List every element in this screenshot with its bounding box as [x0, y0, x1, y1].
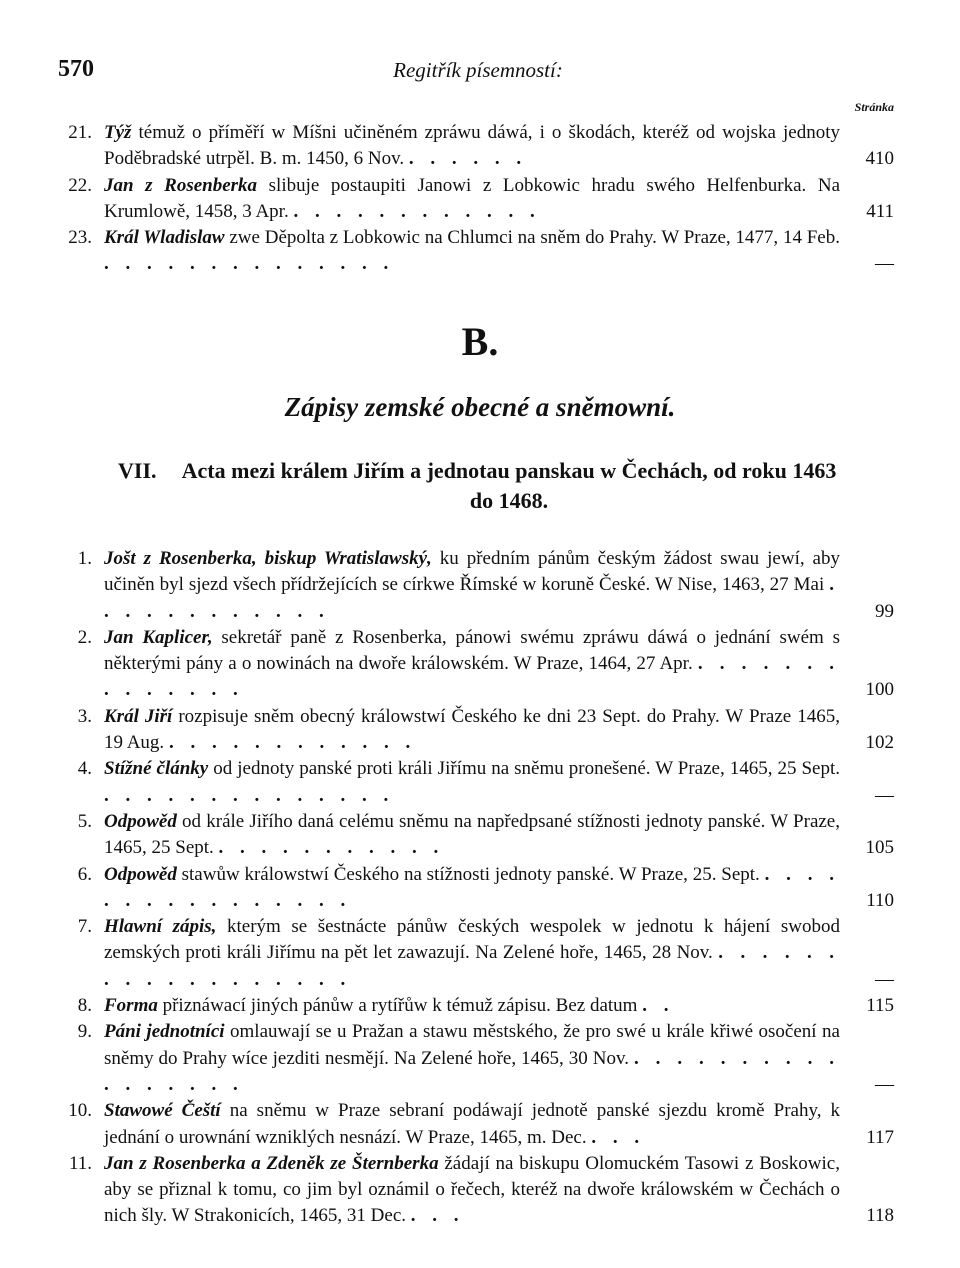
entry-number: 11. [68, 1152, 92, 1174]
entry-text [104, 1098, 840, 1151]
entry-text [104, 914, 840, 993]
entry-page: 118 [866, 1205, 894, 1227]
entry-number: 10. [68, 1100, 92, 1122]
entry-page: 117 [866, 1126, 894, 1148]
entry-number: 21. [68, 122, 92, 143]
entry-name: Král Wladislaw [104, 227, 225, 249]
subsection-roman: VII. [118, 458, 157, 483]
entry-text [104, 1151, 840, 1230]
entry-leader-dots: . . . . . . . . . . . [218, 837, 445, 859]
entry-text [104, 993, 840, 1019]
entry [52, 625, 902, 704]
entry-body: ku předním pánům českým žádost swau jewí, aby učiněn byl sjezd všech přídržejících se církwe Římské w koruně České. W Nise, 1463, 27 Mai [104, 548, 840, 596]
entry [52, 862, 902, 915]
entry-body: stawůw králowstwí Českého na stížnosti jednoty panské. W Praze, 25. Sept. [176, 863, 760, 885]
entry-name: Odpowěd [104, 863, 177, 885]
entry-leader-dots: . . . . . . . . . . . . [104, 574, 841, 622]
entry-page: — [875, 253, 894, 275]
entries-list-bottom [52, 546, 902, 1230]
entry-leader-dots: . . . . . . . . . . . . . . . . [104, 863, 841, 911]
entry [52, 546, 902, 625]
entry-name: Jošt z Rosenberka, biskup Wratislawský, [104, 548, 432, 569]
entry-name: Forma [104, 995, 158, 1017]
entry-number: 7. [77, 916, 92, 938]
entry-name: Král Jiří [104, 705, 173, 727]
entry-name: Odpowěd [104, 810, 177, 832]
entry-number: 4. [77, 758, 92, 780]
entry [52, 1019, 902, 1098]
entry-body: slibuje postaupiti Janowi z Lobkowic hradu swého Helfenburka. Na Krumlowě, 1458, 3 Apr. [104, 174, 841, 222]
entry-body: na sněmu w Praze sebraní podáwají jednotě panské sjezdu kromě Prahy, k jednání o urownání wzniklých nesnází. W Praze, 1465, m. Dec. [104, 1100, 840, 1148]
entry-text [104, 756, 840, 809]
entry [52, 993, 902, 1019]
entry-number: 9. [77, 1021, 92, 1043]
subsection-title: Acta mezi králem Jiřím a jednotau panskau w Čechách, od roku 1463 do 1468. [181, 458, 837, 513]
entry [52, 756, 902, 809]
entry-page: — [875, 968, 894, 990]
entry-page: 411 [866, 200, 894, 222]
entry-page: 105 [865, 837, 894, 859]
page-number: 570 [58, 56, 94, 82]
entry-number: 2. [77, 626, 92, 648]
entry-body: témuž o příměří w Míšni učiněném zpráwu dáwá, i o škodách, kteréž od wojska jednoty Poděbradské utrpěl. B. m. 1450, 6 Nov. [104, 122, 840, 170]
entry-leader-dots: . . . . . . . . . . . . . . [104, 784, 395, 806]
entry [52, 225, 902, 278]
page-header [58, 52, 898, 88]
entry [52, 914, 902, 993]
entry-body: omlauwají se u Pražan a stawu městského, že pro swé u krále křiwé osočení na sněmy do Prahy wíce jezditi nesmějí. Na Zelené hoře, 1465, 30 Nov. [104, 1021, 840, 1069]
entry-number: 1. [77, 548, 92, 569]
entry-name: Jan Kaplicer, [104, 626, 213, 648]
entry-body: od krále Jiřího daná celému sněmu na napředpsané stížnosti jednoty panské. W Praze, 1465, 25 Sept. [104, 810, 840, 859]
entry-name: Stížné články [104, 758, 209, 780]
page-column-label: Stránka [854, 100, 894, 114]
entry-text [104, 862, 840, 915]
entry-name: Jan z Rosenberka [104, 174, 258, 196]
entry-page: 110 [866, 889, 894, 911]
entry-page: — [875, 1073, 894, 1095]
entry-name: Stawowé Čeští [104, 1100, 221, 1122]
entry-leader-dots: . . . [591, 1126, 646, 1148]
entry-text [104, 173, 840, 226]
entry-number: 6. [77, 863, 92, 885]
subsection-heading [118, 456, 838, 516]
entry-leader-dots: . . . . . . . . . . . . [293, 200, 541, 222]
entry-text [104, 225, 840, 278]
entry-body: žádají na biskupu Olomuckém Tasowi z Boskowic, aby se přiznal k tomu, co jim byl oznámil o řečech, kteréž na dwoře králowském w Čechách o nich šly. W Strakonicích, 1465, 31 Dec. [104, 1152, 840, 1227]
entry-number: 22. [68, 174, 92, 196]
entry-body: přiznáwací jiných pánůw a rytířůw k témuž zápisu. Bez datum [157, 995, 638, 1017]
entry-name: Týž [104, 122, 132, 143]
entry-text [104, 1019, 840, 1098]
entry-leader-dots: . . . . . . . . . . . . . . . . . . [104, 942, 841, 990]
entry-body: sekretář paně z Rosenberka, pánowi swému zpráwu dáwá o jednání swém s některými pány a o nowinách na dwoře králowském. W Praze, 1464, 27 Apr. [104, 626, 841, 675]
entry-page: 99 [875, 600, 894, 622]
entry-page: 115 [866, 995, 894, 1017]
entry-text [104, 120, 840, 173]
entries-list-top [52, 120, 902, 278]
entry [52, 1098, 902, 1151]
entry-text [104, 546, 840, 625]
section-title: Zápisy zemské obecné a sněmowní. [284, 392, 676, 422]
entry-text [104, 704, 840, 757]
entry-body: kterým se šestnácte pánůw českých wespolek w jednotu k hájení swobod zemských proti králi Jiřímu na pět let zawazují. Na Zelené hoře, 1465, 28 Nov. [104, 916, 840, 964]
section-letter: B. [461, 319, 499, 364]
entry-body: rozpisuje sněm obecný králowstwí Českého ke dni 23 Sept. do Prahy. W Praze 1465, 19 Aug. [104, 705, 840, 754]
entry-leader-dots: . . . . . . . . . . . . . . [104, 653, 841, 701]
entry-body: od jednoty panské proti králi Jiřímu na sněmu pronešené. W Praze, 1465, 25 Sept. [208, 758, 840, 780]
entry-leader-dots: . . . [410, 1205, 465, 1227]
entry [52, 1151, 902, 1230]
entry-leader-dots: . . [642, 995, 675, 1017]
entry-name: Hlawní zápis, [104, 916, 217, 938]
entry-page: 102 [865, 732, 894, 754]
entry-page: 410 [865, 148, 894, 170]
entry-number: 23. [68, 227, 92, 249]
entry-page: 100 [865, 679, 894, 701]
entry-leader-dots: . . . . . . . . . . . . . . [104, 253, 395, 275]
entry [52, 173, 902, 226]
entry-name: Páni jednotníci [104, 1021, 225, 1043]
entry [52, 120, 902, 173]
entry-name: Jan z Rosenberka a Zdeněk ze Šternberka [104, 1152, 439, 1174]
entry-leader-dots: . . . . . . . . . . . . [168, 732, 417, 754]
entry-body: zwe Děpolta z Lobkowic na Chlumci na sněm do Prahy. W Praze, 1477, 14 Feb. [224, 227, 840, 249]
entry [52, 704, 902, 757]
entry-leader-dots: . . . . . . [408, 148, 528, 170]
entry-number: 3. [77, 705, 92, 727]
entry-text [104, 625, 840, 704]
entry [52, 809, 902, 862]
entry-leader-dots: . . . . . . . . . . . . . . . . . [104, 1047, 841, 1095]
entry-number: 8. [77, 995, 92, 1017]
running-title: Regitřík písemností: [393, 58, 563, 82]
entry-page: — [875, 784, 894, 806]
entry-text [104, 809, 840, 862]
entry-number: 5. [77, 810, 92, 832]
